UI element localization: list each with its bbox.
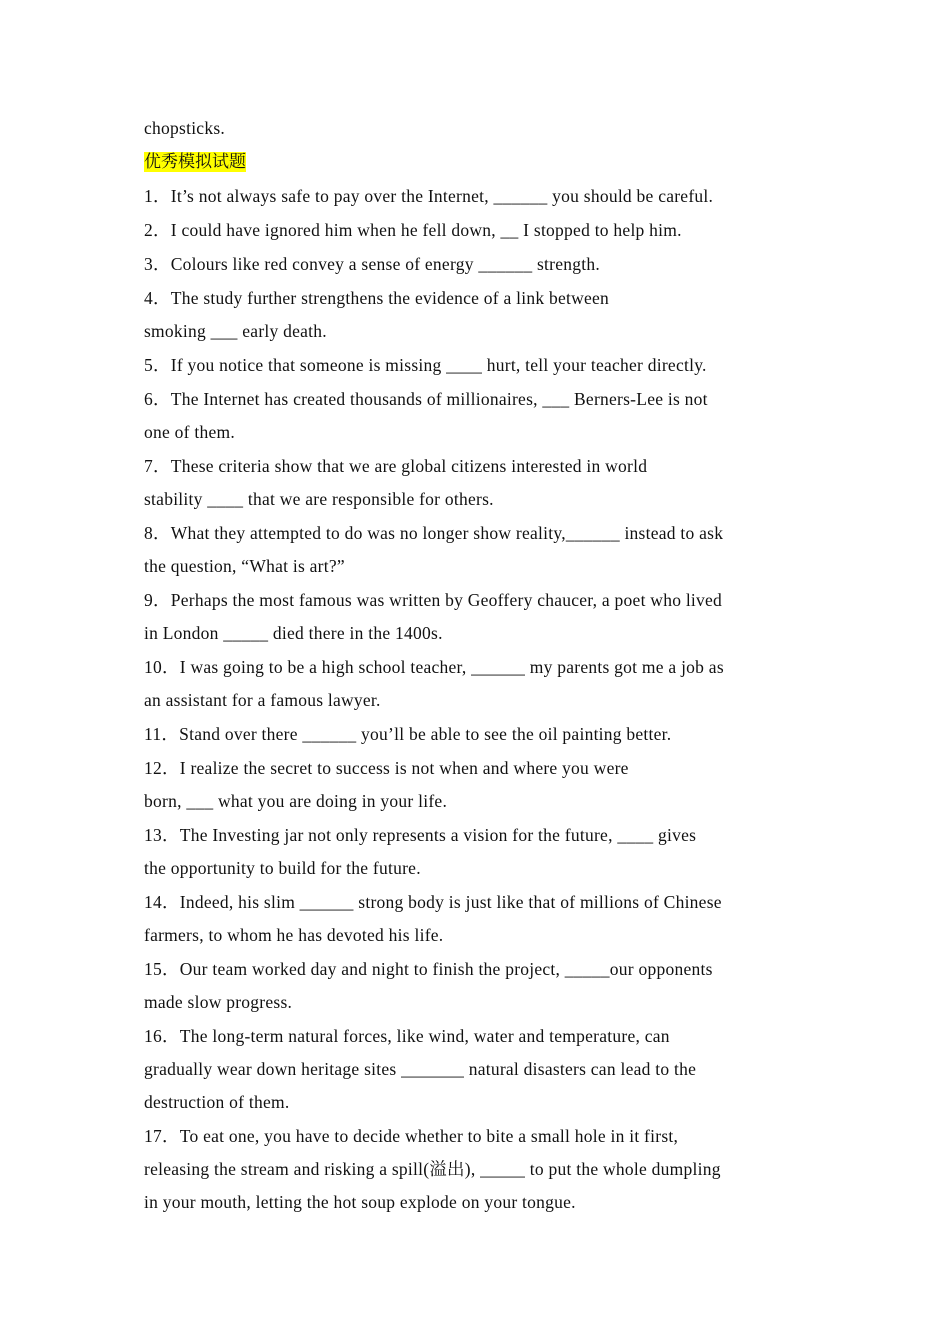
- question-line: the question, “What is art?”: [144, 556, 345, 576]
- question-line: born, ___ what you are doing in your life.: [144, 791, 448, 811]
- question-item: [144, 1020, 809, 1119]
- question-line: destruction of them.: [144, 1092, 290, 1112]
- question-line: one of them.: [144, 422, 235, 442]
- question-line: 12．I realize the secret to success is not when and where you were: [144, 758, 629, 778]
- question-line: 3．Colours like red convey a sense of energy ______ strength.: [144, 254, 600, 274]
- question-line: 4．The study further strengthens the evidence of a link between: [144, 288, 610, 308]
- question-line: the opportunity to build for the future.: [144, 858, 421, 878]
- question-item: [144, 349, 809, 382]
- question-item: [144, 282, 809, 348]
- question-line: stability ____ that we are responsible for others.: [144, 489, 494, 509]
- question-line: in London _____ died there in the 1400s.: [144, 623, 443, 643]
- question-item: [144, 651, 809, 717]
- question-line: 7．These criteria show that we are global citizens interested in world: [144, 456, 648, 476]
- question-line: 13．The Investing jar not only represents a vision for the future, ____ gives: [144, 825, 697, 845]
- question-line: 17．To eat one, you have to decide whether to bite a small hole in it first,: [144, 1126, 679, 1146]
- question-item: [144, 248, 809, 281]
- question-line: 11．Stand over there ______ you’ll be able to see the oil painting better.: [144, 724, 672, 744]
- question-item: [144, 953, 809, 1019]
- question-line: gradually wear down heritage sites _______ natural disasters can lead to the: [144, 1059, 697, 1079]
- question-item: [144, 383, 809, 449]
- question-line: made slow progress.: [144, 992, 293, 1012]
- question-item: [144, 718, 809, 751]
- question-item: [144, 886, 809, 952]
- question-line: releasing the stream and risking a spill(溢出), _____ to put the whole dumpling: [144, 1159, 721, 1179]
- question-line: 8．What they attempted to do was no longer show reality,______ instead to ask: [144, 523, 724, 543]
- document-page: [144, 112, 809, 1219]
- question-item: [144, 584, 809, 650]
- question-line: 2．I could have ignored him when he fell down, __ I stopped to help him.: [144, 220, 682, 240]
- question-line: 14．Indeed, his slim ______ strong body is just like that of millions of Chinese: [144, 892, 722, 912]
- question-line: an assistant for a famous lawyer.: [144, 690, 381, 710]
- question-line: smoking ___ early death.: [144, 321, 327, 341]
- question-line: 15．Our team worked day and night to finish the project, _____our opponents: [144, 959, 713, 979]
- question-line: 6．The Internet has created thousands of millionaires, ___ Berners-Lee is not: [144, 389, 708, 409]
- question-item: [144, 517, 809, 583]
- section-heading: [144, 145, 809, 179]
- question-line: farmers, to whom he has devoted his life.: [144, 925, 444, 945]
- top-fragment: chopsticks.: [144, 118, 226, 138]
- question-line: 1．It’s not always safe to pay over the Internet, ______ you should be careful.: [144, 186, 714, 206]
- question-line: 5．If you notice that someone is missing ____ hurt, tell your teacher directly.: [144, 355, 707, 375]
- question-line: 16．The long-term natural forces, like wind, water and temperature, can: [144, 1026, 670, 1046]
- section-heading-text: 优秀模拟试题: [144, 152, 246, 172]
- question-item: [144, 819, 809, 885]
- question-line: 9．Perhaps the most famous was written by Geoffery chaucer, a poet who lived: [144, 590, 723, 610]
- question-list: [144, 180, 809, 1219]
- question-item: [144, 180, 809, 213]
- question-item: [144, 450, 809, 516]
- question-line: in your mouth, letting the hot soup explode on your tongue.: [144, 1192, 576, 1212]
- question-line: 10．I was going to be a high school teacher, ______ my parents got me a job as: [144, 657, 724, 677]
- question-item: [144, 1120, 809, 1219]
- question-item: [144, 214, 809, 247]
- question-item: [144, 752, 809, 818]
